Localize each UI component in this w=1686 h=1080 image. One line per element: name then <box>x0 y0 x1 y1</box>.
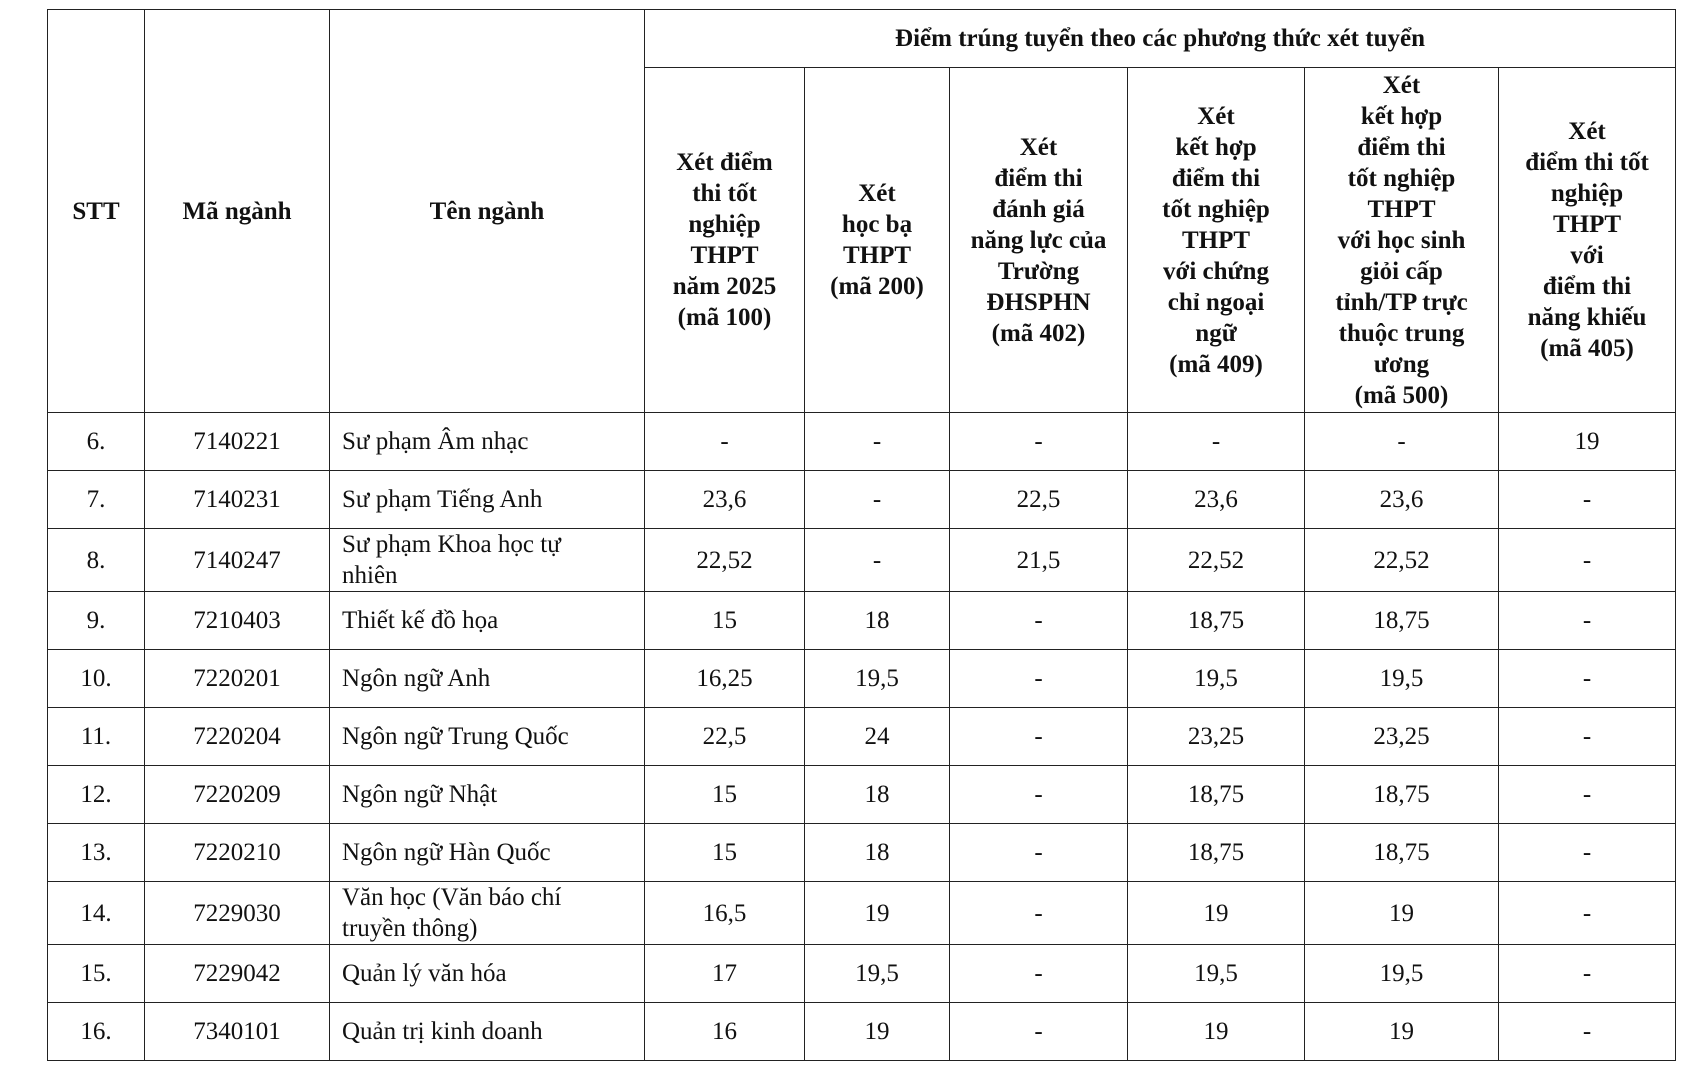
score-method-200: 18 <box>805 824 950 882</box>
score-method-200: 18 <box>805 592 950 650</box>
score-method-405: 19 <box>1499 413 1676 471</box>
score-method-402: - <box>950 824 1128 882</box>
score-method-100: 15 <box>645 824 805 882</box>
score-method-405: - <box>1499 592 1676 650</box>
row-major-name: Thiết kế đồ họa <box>330 592 645 650</box>
score-method-100: 15 <box>645 592 805 650</box>
score-method-200: - <box>805 529 950 592</box>
score-method-200: - <box>805 471 950 529</box>
score-method-500: 18,75 <box>1305 824 1499 882</box>
score-method-405: - <box>1499 882 1676 945</box>
header-method-405 <box>1499 68 1676 413</box>
score-method-409: 22,52 <box>1128 529 1305 592</box>
score-method-409: 19 <box>1128 882 1305 945</box>
row-stt: 9. <box>48 592 145 650</box>
table-row <box>48 529 1676 592</box>
row-major-name: Quản lý văn hóa <box>330 945 645 1003</box>
score-method-200: 18 <box>805 766 950 824</box>
table-row <box>48 882 1676 945</box>
score-method-405: - <box>1499 471 1676 529</box>
score-method-500: 19 <box>1305 1003 1499 1061</box>
table-body <box>48 413 1676 1061</box>
table-row <box>48 1003 1676 1061</box>
table-row <box>48 766 1676 824</box>
score-method-402: - <box>950 650 1128 708</box>
score-method-200: 19 <box>805 882 950 945</box>
header-stt: STT <box>48 10 145 413</box>
header-method-200 <box>805 68 950 413</box>
score-method-500: 18,75 <box>1305 592 1499 650</box>
score-method-409: 19,5 <box>1128 650 1305 708</box>
score-method-409: 19,5 <box>1128 945 1305 1003</box>
score-method-200: - <box>805 413 950 471</box>
score-method-402: - <box>950 1003 1128 1061</box>
row-major-code: 7220210 <box>145 824 330 882</box>
score-method-402: 21,5 <box>950 529 1128 592</box>
header-method-100 <box>645 68 805 413</box>
score-method-100: 17 <box>645 945 805 1003</box>
header-method-402 <box>950 68 1128 413</box>
header-method-100-label: Xét điểm thi tốt nghiệp THPT năm 2025 (mã 100) <box>672 149 777 331</box>
header-admission-methods-group: Điểm trúng tuyển theo các phương thức xét tuyển <box>645 10 1676 68</box>
score-method-409: 18,75 <box>1128 766 1305 824</box>
score-method-500: 22,52 <box>1305 529 1499 592</box>
admission-scores-table <box>47 9 1676 1061</box>
score-method-402: - <box>950 945 1128 1003</box>
row-major-name: Văn học (Văn báo chí truyền thông) <box>330 882 645 945</box>
row-major-code: 7220204 <box>145 708 330 766</box>
table-row <box>48 413 1676 471</box>
score-method-409: - <box>1128 413 1305 471</box>
row-major-code: 7229030 <box>145 882 330 945</box>
row-major-name: Sư phạm Khoa học tự nhiên <box>330 529 645 592</box>
score-method-500: 19 <box>1305 882 1499 945</box>
score-method-402: - <box>950 766 1128 824</box>
score-method-402: - <box>950 882 1128 945</box>
score-method-100: - <box>645 413 805 471</box>
score-method-500: 18,75 <box>1305 766 1499 824</box>
score-method-100: 16 <box>645 1003 805 1061</box>
score-method-500: - <box>1305 413 1499 471</box>
table-row <box>48 650 1676 708</box>
score-method-409: 23,25 <box>1128 708 1305 766</box>
score-method-500: 23,6 <box>1305 471 1499 529</box>
score-method-500: 19,5 <box>1305 945 1499 1003</box>
row-major-code: 7229042 <box>145 945 330 1003</box>
header-major-code: Mã ngành <box>145 10 330 413</box>
header-method-405-label: Xét điểm thi tốt nghiệp THPT với điểm thi năng khiếu (mã 405) <box>1525 118 1649 362</box>
row-stt: 11. <box>48 708 145 766</box>
score-method-200: 19 <box>805 1003 950 1061</box>
score-method-402: - <box>950 592 1128 650</box>
row-major-code: 7140247 <box>145 529 330 592</box>
row-stt: 13. <box>48 824 145 882</box>
row-major-code: 7340101 <box>145 1003 330 1061</box>
row-major-name: Sư phạm Âm nhạc <box>330 413 645 471</box>
row-major-code: 7210403 <box>145 592 330 650</box>
row-stt: 12. <box>48 766 145 824</box>
score-method-405: - <box>1499 1003 1676 1061</box>
row-major-code: 7220209 <box>145 766 330 824</box>
header-method-500-label: Xét kết hợp điểm thi tốt nghiệp THPT với học sinh giỏi cấp tỉnh/TP trực thuộc trung ương (mã 500) <box>1335 71 1468 409</box>
row-major-name: Quản trị kinh doanh <box>330 1003 645 1061</box>
row-stt: 10. <box>48 650 145 708</box>
score-method-405: - <box>1499 766 1676 824</box>
header-method-200-label: Xét học bạ THPT (mã 200) <box>830 180 924 300</box>
row-stt: 14. <box>48 882 145 945</box>
row-stt: 6. <box>48 413 145 471</box>
score-method-100: 23,6 <box>645 471 805 529</box>
table-row <box>48 945 1676 1003</box>
score-method-405: - <box>1499 824 1676 882</box>
score-method-405: - <box>1499 945 1676 1003</box>
table-row <box>48 471 1676 529</box>
header-method-500 <box>1305 68 1499 413</box>
table-row <box>48 708 1676 766</box>
score-method-200: 24 <box>805 708 950 766</box>
row-major-code: 7140231 <box>145 471 330 529</box>
score-method-100: 16,5 <box>645 882 805 945</box>
row-major-name: Ngôn ngữ Nhật <box>330 766 645 824</box>
table-row <box>48 592 1676 650</box>
score-method-100: 22,5 <box>645 708 805 766</box>
score-method-500: 19,5 <box>1305 650 1499 708</box>
score-method-100: 15 <box>645 766 805 824</box>
score-method-405: - <box>1499 650 1676 708</box>
row-major-code: 7140221 <box>145 413 330 471</box>
row-stt: 16. <box>48 1003 145 1061</box>
header-major-name: Tên ngành <box>330 10 645 413</box>
score-method-405: - <box>1499 529 1676 592</box>
score-method-402: - <box>950 413 1128 471</box>
row-stt: 15. <box>48 945 145 1003</box>
score-method-409: 18,75 <box>1128 592 1305 650</box>
table-header <box>48 10 1676 413</box>
row-major-name: Ngôn ngữ Trung Quốc <box>330 708 645 766</box>
score-method-100: 16,25 <box>645 650 805 708</box>
header-method-409 <box>1128 68 1305 413</box>
score-method-402: 22,5 <box>950 471 1128 529</box>
row-major-name: Ngôn ngữ Anh <box>330 650 645 708</box>
score-method-402: - <box>950 708 1128 766</box>
row-stt: 8. <box>48 529 145 592</box>
header-row-group <box>48 10 1676 68</box>
score-method-405: - <box>1499 708 1676 766</box>
row-major-code: 7220201 <box>145 650 330 708</box>
header-method-402-label: Xét điểm thi đánh giá năng lực của Trường ĐHSPHN (mã 402) <box>970 133 1107 347</box>
score-method-409: 23,6 <box>1128 471 1305 529</box>
score-method-100: 22,52 <box>645 529 805 592</box>
score-method-500: 23,25 <box>1305 708 1499 766</box>
score-method-409: 18,75 <box>1128 824 1305 882</box>
score-method-409: 19 <box>1128 1003 1305 1061</box>
table-row <box>48 824 1676 882</box>
row-major-name: Sư phạm Tiếng Anh <box>330 471 645 529</box>
row-major-name: Ngôn ngữ Hàn Quốc <box>330 824 645 882</box>
header-method-409-label: Xét kết hợp điểm thi tốt nghiệp THPT với chứng chỉ ngoại ngữ (mã 409) <box>1162 102 1270 378</box>
score-method-200: 19,5 <box>805 650 950 708</box>
score-method-200: 19,5 <box>805 945 950 1003</box>
row-stt: 7. <box>48 471 145 529</box>
